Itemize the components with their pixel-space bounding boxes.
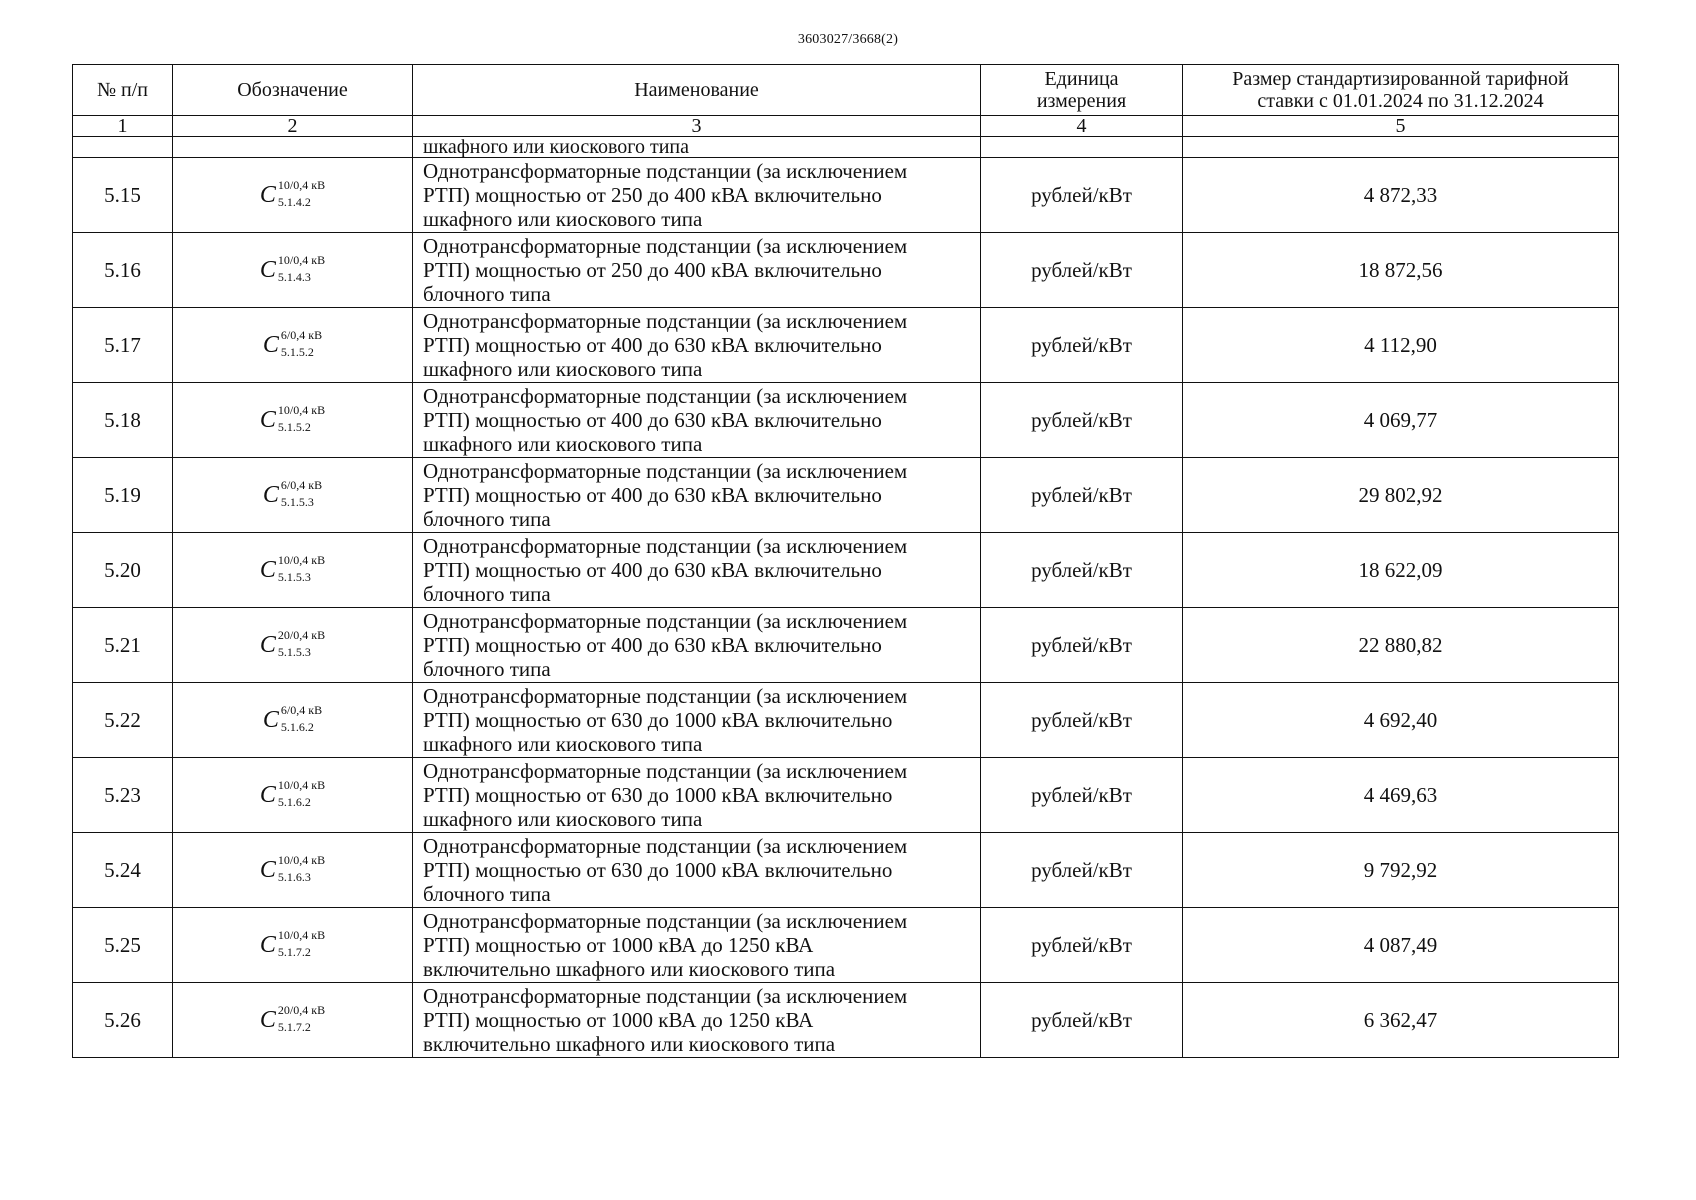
header-name: Наименование [413, 65, 981, 116]
row-name-line: РТП) мощностью от 400 до 630 кВА включительно [423, 558, 882, 582]
row-symbol [173, 833, 413, 908]
header-symbol: Обозначение [173, 65, 413, 116]
header-unit-line1: Единица [1044, 68, 1119, 90]
column-number: 1 [73, 116, 173, 137]
symbol-superscript: 20/0,4 кВ [277, 628, 326, 642]
table-row [73, 983, 1619, 1058]
column-number: 3 [413, 116, 981, 137]
row-name-line: РТП) мощностью от 400 до 630 кВА включительно [423, 483, 882, 507]
row-name [413, 533, 981, 608]
table-row [73, 308, 1619, 383]
symbol-base: C [259, 1006, 276, 1033]
row-name-line: блочного типа [423, 282, 551, 306]
row-symbol [173, 383, 413, 458]
row-symbol [173, 308, 413, 383]
row-name-line: блочного типа [423, 882, 551, 906]
header-rate [1183, 65, 1619, 116]
row-name-line: РТП) мощностью от 630 до 1000 кВА включительно [423, 783, 893, 807]
row-name-line: Однотрансформаторные подстанции (за исключением [423, 834, 908, 858]
row-symbol [173, 983, 413, 1058]
row-name-line: Однотрансформаторные подстанции (за исключением [423, 984, 908, 1008]
row-name [413, 233, 981, 308]
row-name-line: Однотрансформаторные подстанции (за исключением [423, 234, 908, 258]
row-value: 29 802,92 [1183, 458, 1619, 533]
row-name [413, 758, 981, 833]
column-number: 4 [981, 116, 1183, 137]
row-value: 18 622,09 [1183, 533, 1619, 608]
header-rate-line1: Размер стандартизированной тарифной [1232, 68, 1569, 90]
row-name-line: шкафного или киоскового типа [423, 807, 703, 831]
symbol-base: C [259, 406, 276, 433]
symbol-base: C [259, 181, 276, 208]
row-number: 5.26 [73, 983, 173, 1058]
row-name-line: шкафного или киоскового типа [423, 207, 703, 231]
row-value: 4 469,63 [1183, 758, 1619, 833]
row-name-line: Однотрансформаторные подстанции (за исключением [423, 534, 908, 558]
symbol-superscript: 10/0,4 кВ [277, 253, 326, 267]
symbol-subscript: 5.1.7.2 [277, 945, 311, 959]
row-unit: рублей/кВт [981, 308, 1183, 383]
symbol-superscript: 6/0,4 кВ [280, 478, 323, 492]
row-name [413, 608, 981, 683]
row-unit: рублей/кВт [981, 233, 1183, 308]
header-row [73, 65, 1619, 116]
symbol-base: C [259, 631, 276, 658]
row-name-line: РТП) мощностью от 250 до 400 кВА включительно [423, 183, 882, 207]
symbol-superscript: 6/0,4 кВ [280, 328, 323, 342]
symbol-subscript: 5.1.5.3 [277, 645, 311, 659]
row-unit: рублей/кВт [981, 158, 1183, 233]
symbol-subscript: 5.1.6.2 [280, 720, 314, 734]
symbol-subscript: 5.1.6.2 [277, 795, 311, 809]
row-value: 4 087,49 [1183, 908, 1619, 983]
row-unit: рублей/кВт [981, 383, 1183, 458]
row-name [413, 383, 981, 458]
row-symbol [173, 533, 413, 608]
row-symbol [173, 908, 413, 983]
row-name-line: Однотрансформаторные подстанции (за исключением [423, 384, 908, 408]
row-name [413, 908, 981, 983]
row-unit: рублей/кВт [981, 983, 1183, 1058]
row-name-line: включительно шкафного или киоскового типа [423, 957, 836, 981]
table-row [73, 908, 1619, 983]
symbol-superscript: 10/0,4 кВ [277, 778, 326, 792]
row-symbol [173, 683, 413, 758]
row-value: 22 880,82 [1183, 608, 1619, 683]
row-name-line: РТП) мощностью от 630 до 1000 кВА включительно [423, 858, 893, 882]
row-name-line: Однотрансформаторные подстанции (за исключением [423, 309, 908, 333]
row-name-line: Однотрансформаторные подстанции (за исключением [423, 459, 908, 483]
row-number: 5.15 [73, 158, 173, 233]
row-symbol [173, 458, 413, 533]
row-number: 5.19 [73, 458, 173, 533]
row-name [413, 833, 981, 908]
row-value: 4 112,90 [1183, 308, 1619, 383]
row-name-line: Однотрансформаторные подстанции (за исключением [423, 909, 908, 933]
row-name-line: РТП) мощностью от 400 до 630 кВА включительно [423, 333, 882, 357]
row-name-line: РТП) мощностью от 400 до 630 кВА включительно [423, 633, 882, 657]
row-value: 4 872,33 [1183, 158, 1619, 233]
row-value: 4 069,77 [1183, 383, 1619, 458]
row-value: 6 362,47 [1183, 983, 1619, 1058]
tariff-table [72, 64, 1619, 1058]
symbol-subscript: 5.1.5.2 [280, 345, 314, 359]
symbol-base: C [259, 931, 276, 958]
symbol-subscript: 5.1.5.3 [280, 495, 314, 509]
row-name-line: блочного типа [423, 507, 551, 531]
row-unit: рублей/кВт [981, 458, 1183, 533]
row-symbol [173, 158, 413, 233]
row-number: 5.21 [73, 608, 173, 683]
row-value: 4 692,40 [1183, 683, 1619, 758]
row-name-line: блочного типа [423, 582, 551, 606]
table-row [73, 758, 1619, 833]
column-number: 2 [173, 116, 413, 137]
row-number: 5.18 [73, 383, 173, 458]
row-unit: рублей/кВт [981, 683, 1183, 758]
symbol-subscript: 5.1.4.2 [277, 195, 311, 209]
symbol-superscript: 10/0,4 кВ [277, 553, 326, 567]
row-name [413, 683, 981, 758]
symbol-subscript: 5.1.5.3 [277, 570, 311, 584]
header-unit [981, 65, 1183, 116]
table-row [73, 833, 1619, 908]
row-name [413, 983, 981, 1058]
symbol-base: C [262, 706, 279, 733]
row-name [413, 308, 981, 383]
header-unit-line2: измерения [1036, 90, 1127, 112]
continuation-text: шкафного или киоскового типа [413, 137, 981, 158]
row-unit: рублей/кВт [981, 533, 1183, 608]
row-number: 5.20 [73, 533, 173, 608]
symbol-subscript: 5.1.4.3 [277, 270, 311, 284]
row-name-line: шкафного или киоскового типа [423, 357, 703, 381]
symbol-superscript: 20/0,4 кВ [277, 1003, 326, 1017]
table-row [73, 233, 1619, 308]
symbol-base: C [259, 781, 276, 808]
row-name-line: шкафного или киоскового типа [423, 732, 703, 756]
row-name-line: включительно шкафного или киоскового типа [423, 1032, 836, 1056]
column-number-row [73, 116, 1619, 137]
symbol-superscript: 10/0,4 кВ [277, 178, 326, 192]
symbol-base: C [262, 481, 279, 508]
row-number: 5.25 [73, 908, 173, 983]
row-unit: рублей/кВт [981, 758, 1183, 833]
symbol-base: C [259, 256, 276, 283]
row-unit: рублей/кВт [981, 608, 1183, 683]
table-row [73, 383, 1619, 458]
row-number: 5.17 [73, 308, 173, 383]
symbol-superscript: 6/0,4 кВ [280, 703, 323, 717]
row-unit: рублей/кВт [981, 833, 1183, 908]
row-value: 18 872,56 [1183, 233, 1619, 308]
row-number: 5.23 [73, 758, 173, 833]
row-value: 9 792,92 [1183, 833, 1619, 908]
column-number: 5 [1183, 116, 1619, 137]
symbol-base: C [259, 556, 276, 583]
table-row [73, 158, 1619, 233]
symbol-superscript: 10/0,4 кВ [277, 853, 326, 867]
symbol-subscript: 5.1.5.2 [277, 420, 311, 434]
row-name [413, 158, 981, 233]
row-name [413, 458, 981, 533]
document-id: 3603027/3668(2) [797, 32, 899, 47]
row-symbol [173, 758, 413, 833]
header-rate-line2: ставки с 01.01.2024 по 31.12.2024 [1257, 90, 1544, 112]
row-symbol [173, 608, 413, 683]
symbol-subscript: 5.1.7.2 [277, 1020, 311, 1034]
row-name-line: Однотрансформаторные подстанции (за исключением [423, 159, 908, 183]
row-name-line: шкафного или киоскового типа [423, 432, 703, 456]
row-name-line: РТП) мощностью от 250 до 400 кВА включительно [423, 258, 882, 282]
row-name-line: РТП) мощностью от 630 до 1000 кВА включительно [423, 708, 893, 732]
table-row [73, 683, 1619, 758]
row-name-line: Однотрансформаторные подстанции (за исключением [423, 684, 908, 708]
row-symbol [173, 233, 413, 308]
table-row [73, 608, 1619, 683]
symbol-base: C [262, 331, 279, 358]
row-number: 5.24 [73, 833, 173, 908]
row-name-line: РТП) мощностью от 1000 кВА до 1250 кВА [423, 1008, 814, 1032]
row-name-line: Однотрансформаторные подстанции (за исключением [423, 609, 908, 633]
row-number: 5.22 [73, 683, 173, 758]
row-name-line: РТП) мощностью от 400 до 630 кВА включительно [423, 408, 882, 432]
table-row [73, 533, 1619, 608]
header-num: № п/п [73, 65, 173, 116]
row-name-line: РТП) мощностью от 1000 кВА до 1250 кВА [423, 933, 814, 957]
symbol-superscript: 10/0,4 кВ [277, 403, 326, 417]
symbol-subscript: 5.1.6.3 [277, 870, 311, 884]
symbol-superscript: 10/0,4 кВ [277, 928, 326, 942]
table-row [73, 458, 1619, 533]
row-name-line: Однотрансформаторные подстанции (за исключением [423, 759, 908, 783]
continuation-row [73, 137, 1619, 158]
row-unit: рублей/кВт [981, 908, 1183, 983]
symbol-base: C [259, 856, 276, 883]
row-name-line: блочного типа [423, 657, 551, 681]
row-number: 5.16 [73, 233, 173, 308]
